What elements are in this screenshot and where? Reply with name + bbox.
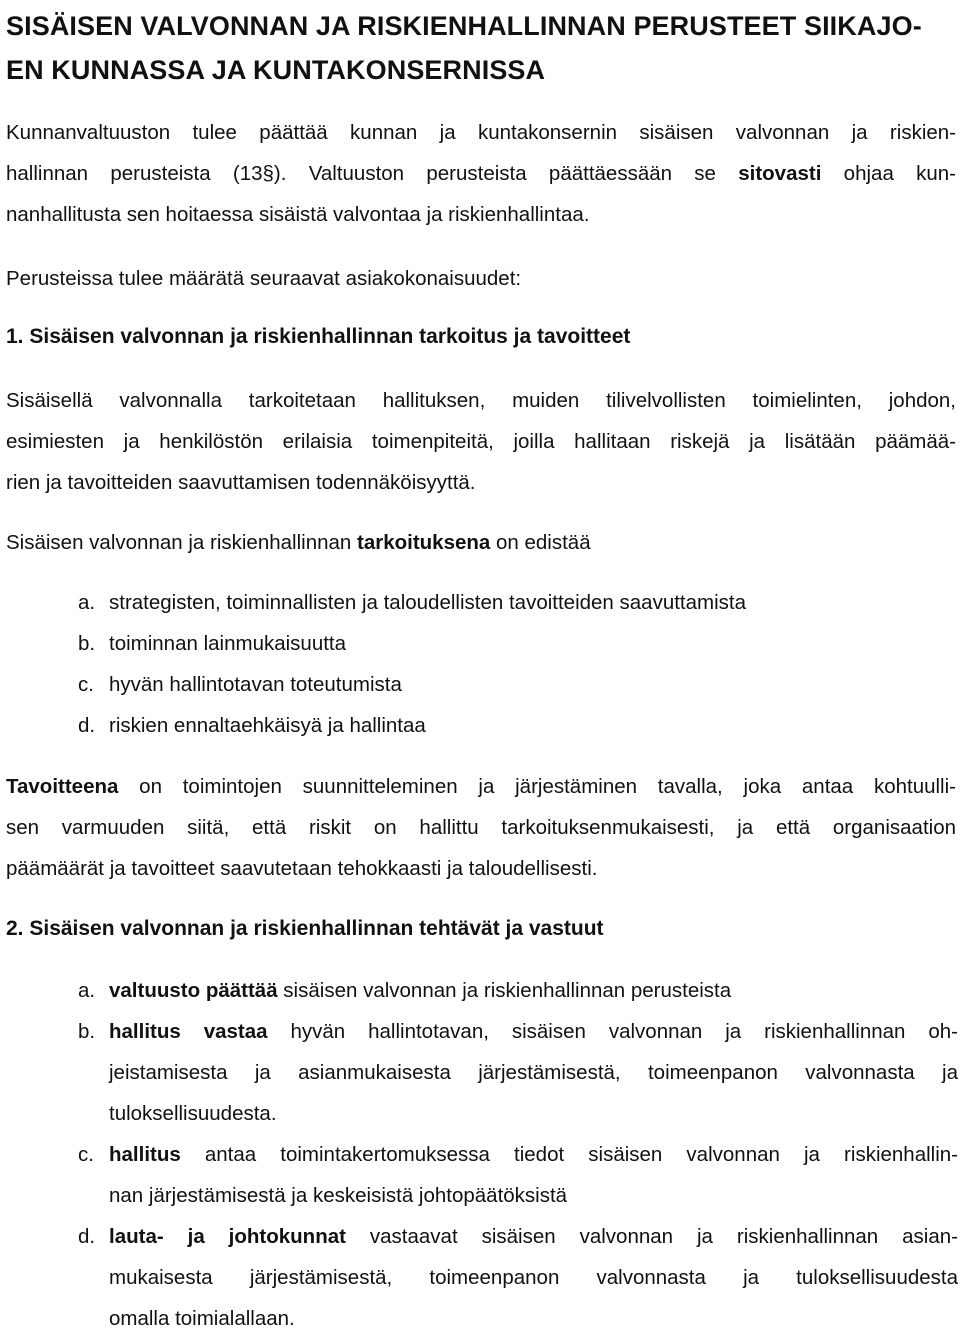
intro-line-1: Kunnanvaltuuston tulee päättää kunnan ja kuntakonsernin sisäisen valvonnan ja riskien- — [6, 121, 956, 144]
list-item — [78, 582, 958, 623]
purpose-list — [78, 582, 958, 746]
section-1-para-line-1: Sisäisellä valvonnalla tarkoitetaan hallituksen, muiden tilivelvollisten toimielinten, johdon, — [6, 389, 956, 412]
list-item-line-1 — [109, 1011, 958, 1052]
list-item-line-3: omalla toimialallaan. — [109, 1307, 295, 1330]
document-title — [6, 4, 956, 92]
goal-emphasis: Tavoitteena — [6, 775, 119, 798]
list-item-text: vastaavat sisäisen valvonnan ja riskienhallinnan asian- — [345, 1225, 958, 1248]
list-item-emphasis: hallitus vastaa — [109, 1020, 268, 1043]
goal-paragraph — [6, 766, 956, 889]
purpose-pre: Sisäisen valvonnan ja riskienhallinnan — [6, 531, 357, 554]
list-item-line-3: tuloksellisuudesta. — [109, 1102, 277, 1125]
perusteissa-text: Perusteissa tulee määrätä seuraavat asiakokonaisuudet: — [6, 267, 522, 290]
intro-line-2-post: ohjaa kun- — [821, 162, 956, 185]
list-marker: a. — [78, 979, 96, 1002]
purpose-line — [6, 522, 956, 563]
section-2-heading: 2. Sisäisen valvonnan ja riskienhallinnan tehtävät ja vastuut — [6, 917, 604, 940]
list-item — [78, 705, 958, 746]
list-marker: d. — [78, 714, 96, 737]
list-marker: c. — [78, 1143, 94, 1166]
list-marker: c. — [78, 673, 94, 696]
purpose-paragraph — [6, 522, 956, 563]
intro-line-3: nanhallitusta sen hoitaessa sisäistä valvontaa ja riskienhallintaa. — [6, 203, 590, 226]
list-marker: a. — [78, 591, 96, 614]
goal-line-2: sen varmuuden siitä, että riskit on hallittu tarkoituksenmukaisesti, ja että organisaation — [6, 816, 956, 839]
section-1-para-line-3: rien ja tavoitteiden saavuttamisen todennäköisyyttä. — [6, 471, 476, 494]
list-marker: b. — [78, 632, 96, 655]
purpose-post: on edistää — [490, 531, 591, 554]
list-item-text: hyvän hallintotavan, sisäisen valvonnan ja riskienhallinnan oh- — [267, 1020, 958, 1043]
list-item-line-1 — [109, 1216, 958, 1257]
section-1-paragraph — [6, 380, 956, 503]
section-1-para-line-2: esimiesten ja henkilöstön erilaisia toimenpiteitä, joilla hallitaan riskejä ja lisätään päämää- — [6, 430, 956, 453]
list-item-text: hyvän hallintotavan toteutumista — [109, 673, 402, 696]
responsibilities-list — [78, 970, 958, 1339]
list-item-line-1 — [109, 970, 958, 1011]
intro-emphasis: sitovasti — [738, 162, 822, 185]
purpose-emphasis: tarkoituksena — [357, 531, 491, 554]
perusteissa-paragraph — [6, 258, 956, 299]
list-marker: d. — [78, 1225, 96, 1248]
list-item-text: strategisten, toiminnallisten ja taloudellisten tavoitteiden saavuttamista — [109, 591, 746, 614]
list-item-emphasis: valtuusto päättää — [109, 979, 278, 1002]
list-item-line-2: jeistamisesta ja asianmukaisesta järjestämisestä, toimeenpanon valvonnasta ja — [109, 1061, 958, 1084]
title-line-1: SISÄISEN VALVONNAN JA RISKIENHALLINNAN PERUSTEET SIIKAJO- — [6, 11, 922, 41]
list-item-line-2: nan järjestämisestä ja keskeisistä johtopäätöksistä — [109, 1184, 568, 1207]
list-item-line-1 — [109, 1134, 958, 1175]
list-item — [78, 1011, 958, 1134]
list-item — [78, 664, 958, 705]
list-item-text: toiminnan lainmukaisuutta — [109, 632, 347, 655]
goal-line-1-post: on toimintojen suunnitteleminen ja järjestäminen tavalla, joka antaa kohtuulli- — [118, 775, 956, 798]
goal-line-1 — [6, 766, 956, 807]
list-item-text: sisäisen valvonnan ja riskienhallinnan perusteista — [277, 979, 732, 1002]
intro-line-2 — [6, 153, 956, 194]
title-line-2: EN KUNNASSA JA KUNTAKONSERNISSA — [6, 55, 546, 85]
list-marker: b. — [78, 1020, 96, 1043]
list-item-emphasis: hallitus — [109, 1143, 181, 1166]
section-1-heading: 1. Sisäisen valvonnan ja riskienhallinnan tarkoitus ja tavoitteet — [6, 325, 631, 348]
list-item-line-2: mukaisesta järjestämisestä, toimeenpanon valvonnasta ja tuloksellisuudesta — [109, 1266, 958, 1289]
list-item-text: riskien ennaltaehkäisyä ja hallintaa — [109, 714, 426, 737]
list-item-text: antaa toimintakertomuksessa tiedot sisäisen valvonnan ja riskienhallin- — [180, 1143, 958, 1166]
list-item — [78, 1216, 958, 1339]
list-item — [78, 970, 958, 1011]
intro-paragraph — [6, 112, 956, 235]
intro-line-2-pre: hallinnan perusteista (13§). Valtuuston perusteista päättäessään se — [6, 162, 739, 185]
list-item-emphasis: lauta- ja johtokunnat — [109, 1225, 346, 1248]
list-item — [78, 623, 958, 664]
goal-line-3: päämäärät ja tavoitteet saavutetaan tehokkaasti ja taloudellisesti. — [6, 857, 598, 880]
list-item — [78, 1134, 958, 1216]
